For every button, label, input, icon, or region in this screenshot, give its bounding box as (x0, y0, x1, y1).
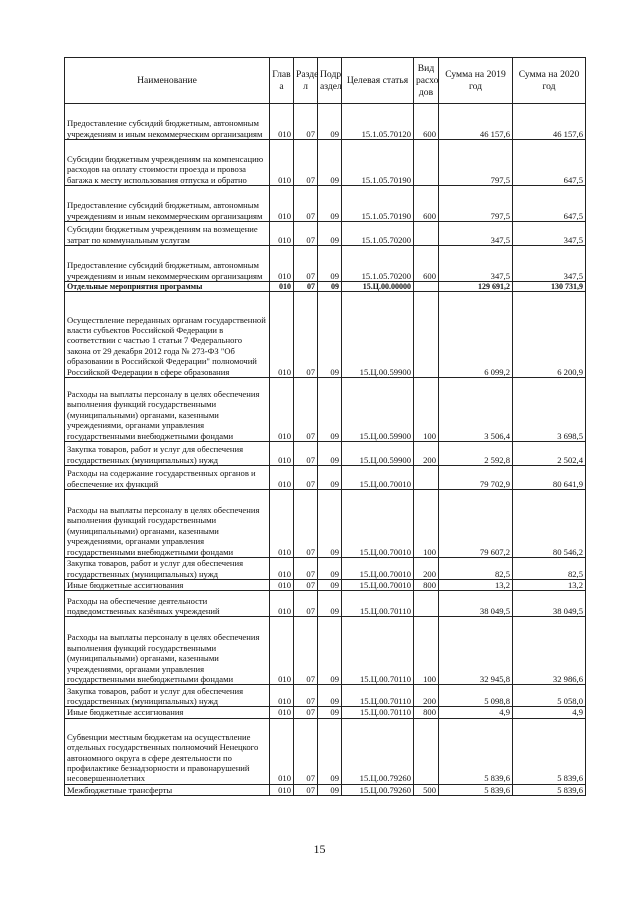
cell-vid: 800 (414, 580, 439, 591)
cell-sum2020: 13,2 (513, 580, 586, 591)
cell-vid: 100 (414, 617, 439, 685)
cell-razdel: 07 (294, 718, 318, 784)
cell-name: Предоставление субсидий бюджетным, автономным учреждениям и иным некоммерческим организациям (65, 246, 270, 282)
table-row (65, 784, 586, 795)
table-row (65, 685, 586, 707)
cell-target: 15.1.05.70200 (342, 246, 414, 282)
cell-target: 15.Ц.00.70110 (342, 707, 414, 718)
cell-glava: 010 (270, 580, 294, 591)
cell-target: 15.Ц.00.59900 (342, 292, 414, 378)
cell-podrazdel: 09 (318, 490, 342, 558)
cell-name: Закупка товаров, работ и услуг для обеспечения государственных (муниципальных) нужд (65, 685, 270, 707)
table-row (65, 558, 586, 580)
cell-name: Субвенции местным бюджетам на осуществление отдельных государственных полномочий Ненецкого автономного округа в сфере деятельности по профилактике безнадзорности и правонарушений несовершеннолетних (65, 718, 270, 784)
cell-podrazdel: 09 (318, 222, 342, 246)
cell-name: Субсидии бюджетным учреждениям на компенсацию расходов на оплату стоимости проезда и провоза багажа к месту использования отпуска и обратно (65, 140, 270, 186)
cell-podrazdel: 09 (318, 707, 342, 718)
cell-target: 15.Ц.00.70110 (342, 617, 414, 685)
cell-glava: 010 (270, 186, 294, 222)
cell-name: Предоставление субсидий бюджетным, автономным учреждениям и иным некоммерческим организациям (65, 104, 270, 140)
cell-target: 15.Ц.00.70110 (342, 591, 414, 617)
cell-razdel: 07 (294, 784, 318, 795)
table-body (65, 104, 586, 796)
cell-target: 15.Ц.00.70010 (342, 466, 414, 490)
header-sum2020: Сумма на 2020 год (513, 58, 586, 104)
cell-sum2019: 3 506,4 (439, 378, 513, 442)
cell-vid: 600 (414, 186, 439, 222)
cell-glava: 010 (270, 140, 294, 186)
cell-name: Субсидии бюджетным учреждениям на возмещение затрат по коммунальным услугам (65, 222, 270, 246)
cell-podrazdel: 09 (318, 292, 342, 378)
table-row (65, 490, 586, 558)
cell-sum2019: 797,5 (439, 186, 513, 222)
cell-razdel: 07 (294, 466, 318, 490)
cell-sum2019: 347,5 (439, 246, 513, 282)
cell-podrazdel: 09 (318, 246, 342, 282)
cell-podrazdel: 09 (318, 617, 342, 685)
cell-sum2019: 79 607,2 (439, 490, 513, 558)
cell-sum2019: 2 592,8 (439, 442, 513, 466)
cell-razdel: 07 (294, 378, 318, 442)
cell-vid: 600 (414, 104, 439, 140)
cell-target: 15.Ц.00.79260 (342, 718, 414, 784)
cell-vid (414, 718, 439, 784)
cell-glava: 010 (270, 378, 294, 442)
cell-podrazdel: 09 (318, 591, 342, 617)
cell-name: Иные бюджетные ассигнования (65, 580, 270, 591)
cell-name: Расходы на обеспечение деятельности подведомственных казённых учреждений (65, 591, 270, 617)
cell-razdel: 07 (294, 558, 318, 580)
table-row (65, 580, 586, 591)
cell-sum2019: 32 945,8 (439, 617, 513, 685)
cell-glava: 010 (270, 784, 294, 795)
cell-razdel: 07 (294, 617, 318, 685)
cell-target: 15.1.05.70120 (342, 104, 414, 140)
cell-podrazdel: 09 (318, 186, 342, 222)
cell-vid: 100 (414, 378, 439, 442)
cell-sum2020: 5 058,0 (513, 685, 586, 707)
cell-vid (414, 282, 439, 292)
cell-name: Осуществление переданных органам государственной власти субъектов Российской Федерации в соответствии с частью 1 статьи 7 Федерального закона от 29 декабря 2012 года № 273-ФЗ "Об образовании в Российской Федерации" полномочий Российской Федерации в сфере образования (65, 292, 270, 378)
cell-sum2020: 4,9 (513, 707, 586, 718)
table-row (65, 378, 586, 442)
cell-podrazdel: 09 (318, 784, 342, 795)
cell-glava: 010 (270, 442, 294, 466)
cell-razdel: 07 (294, 685, 318, 707)
cell-sum2019: 13,2 (439, 580, 513, 591)
cell-razdel: 07 (294, 707, 318, 718)
cell-sum2019: 4,9 (439, 707, 513, 718)
cell-podrazdel: 09 (318, 718, 342, 784)
header-name: Наименование (65, 58, 270, 104)
cell-name: Расходы на выплаты персоналу в целях обеспечения выполнения функций государственными (муниципальными) органами, казенными учреждениями, органами управления государственными внебюджетными фондами (65, 490, 270, 558)
cell-podrazdel: 09 (318, 685, 342, 707)
table-row (65, 246, 586, 282)
cell-name: Отдельные мероприятия программы (65, 282, 270, 292)
cell-vid: 100 (414, 490, 439, 558)
cell-sum2020: 347,5 (513, 222, 586, 246)
table-row (65, 718, 586, 784)
cell-podrazdel: 09 (318, 140, 342, 186)
cell-vid (414, 466, 439, 490)
cell-target: 15.Ц.00.70010 (342, 558, 414, 580)
cell-glava: 010 (270, 246, 294, 282)
header-podrazdel: Подр аздел (318, 58, 342, 104)
cell-sum2019: 347,5 (439, 222, 513, 246)
cell-vid (414, 222, 439, 246)
header-target: Целевая статья (342, 58, 414, 104)
cell-sum2019: 38 049,5 (439, 591, 513, 617)
table-row (65, 222, 586, 246)
cell-razdel: 07 (294, 186, 318, 222)
cell-sum2019: 46 157,6 (439, 104, 513, 140)
cell-sum2020: 80 546,2 (513, 490, 586, 558)
page-number: 15 (313, 842, 326, 856)
cell-target: 15.Ц.00.59900 (342, 442, 414, 466)
cell-podrazdel: 09 (318, 580, 342, 591)
table-row (65, 292, 586, 378)
cell-sum2020: 647,5 (513, 140, 586, 186)
cell-razdel: 07 (294, 442, 318, 466)
cell-podrazdel: 09 (318, 378, 342, 442)
cell-glava: 010 (270, 685, 294, 707)
cell-razdel: 07 (294, 282, 318, 292)
cell-sum2020: 46 157,6 (513, 104, 586, 140)
cell-podrazdel: 09 (318, 466, 342, 490)
cell-razdel: 07 (294, 246, 318, 282)
cell-razdel: 07 (294, 104, 318, 140)
table-row (65, 591, 586, 617)
cell-target: 15.Ц.00.79260 (342, 784, 414, 795)
cell-glava: 010 (270, 104, 294, 140)
cell-vid: 200 (414, 685, 439, 707)
cell-vid: 500 (414, 784, 439, 795)
table-header-row (65, 58, 586, 104)
cell-name: Расходы на выплаты персоналу в целях обеспечения выполнения функций государственными (муниципальными) органами, казенными учреждениями, органами управления государственными внебюджетными фондами (65, 617, 270, 685)
cell-target: 15.1.05.70200 (342, 222, 414, 246)
cell-sum2020: 3 698,5 (513, 378, 586, 442)
cell-podrazdel: 09 (318, 442, 342, 466)
cell-razdel: 07 (294, 580, 318, 591)
cell-razdel: 07 (294, 490, 318, 558)
cell-podrazdel: 09 (318, 558, 342, 580)
cell-glava: 010 (270, 718, 294, 784)
cell-razdel: 07 (294, 222, 318, 246)
cell-razdel: 07 (294, 140, 318, 186)
header-glava: Глав а (270, 58, 294, 104)
cell-target: 15.Ц.00.70110 (342, 685, 414, 707)
cell-sum2019: 129 691,2 (439, 282, 513, 292)
cell-sum2019: 797,5 (439, 140, 513, 186)
cell-name: Закупка товаров, работ и услуг для обеспечения государственных (муниципальных) нужд (65, 558, 270, 580)
cell-name: Закупка товаров, работ и услуг для обеспечения государственных (муниципальных) нужд (65, 442, 270, 466)
table-row (65, 186, 586, 222)
cell-sum2019: 82,5 (439, 558, 513, 580)
cell-vid (414, 292, 439, 378)
cell-sum2019: 5 839,6 (439, 784, 513, 795)
cell-glava: 010 (270, 282, 294, 292)
cell-podrazdel: 09 (318, 104, 342, 140)
cell-razdel: 07 (294, 591, 318, 617)
cell-target: 15.1.05.70190 (342, 186, 414, 222)
cell-glava: 010 (270, 617, 294, 685)
table-row (65, 282, 586, 292)
cell-sum2019: 5 839,6 (439, 718, 513, 784)
cell-sum2020: 82,5 (513, 558, 586, 580)
cell-vid (414, 140, 439, 186)
cell-podrazdel: 09 (318, 282, 342, 292)
cell-sum2020: 647,5 (513, 186, 586, 222)
table-row (65, 707, 586, 718)
header-vid: Вид расхо дов (414, 58, 439, 104)
cell-sum2020: 130 731,9 (513, 282, 586, 292)
table-row (65, 442, 586, 466)
cell-target: 15.1.05.70190 (342, 140, 414, 186)
cell-razdel: 07 (294, 292, 318, 378)
table-row (65, 140, 586, 186)
cell-glava: 010 (270, 558, 294, 580)
cell-target: 15.Ц.00.70010 (342, 580, 414, 591)
table-row (65, 617, 586, 685)
cell-sum2020: 2 502,4 (513, 442, 586, 466)
cell-name: Иные бюджетные ассигнования (65, 707, 270, 718)
table-row (65, 466, 586, 490)
cell-name: Межбюджетные трансферты (65, 784, 270, 795)
header-sum2019: Сумма на 2019 год (439, 58, 513, 104)
cell-sum2020: 5 839,6 (513, 718, 586, 784)
cell-target: 15.Ц.00.59900 (342, 378, 414, 442)
table-row (65, 104, 586, 140)
cell-glava: 010 (270, 292, 294, 378)
header-razdel: Разде л (294, 58, 318, 104)
cell-sum2020: 38 049,5 (513, 591, 586, 617)
cell-glava: 010 (270, 490, 294, 558)
cell-vid: 600 (414, 246, 439, 282)
cell-sum2020: 80 641,9 (513, 466, 586, 490)
cell-sum2020: 32 986,6 (513, 617, 586, 685)
cell-name: Предоставление субсидий бюджетным, автономным учреждениям и иным некоммерческим организациям (65, 186, 270, 222)
cell-vid: 200 (414, 442, 439, 466)
cell-target: 15.Ц.00.00000 (342, 282, 414, 292)
cell-sum2020: 6 200,9 (513, 292, 586, 378)
cell-sum2020: 347,5 (513, 246, 586, 282)
cell-glava: 010 (270, 707, 294, 718)
cell-glava: 010 (270, 591, 294, 617)
cell-name: Расходы на выплаты персоналу в целях обеспечения выполнения функций государственными (муниципальными) органами, казенными учреждениями, органами управления государственными внебюджетными фондами (65, 378, 270, 442)
cell-vid: 200 (414, 558, 439, 580)
cell-glava: 010 (270, 222, 294, 246)
cell-sum2019: 79 702,9 (439, 466, 513, 490)
cell-vid: 800 (414, 707, 439, 718)
cell-sum2020: 5 839,6 (513, 784, 586, 795)
cell-sum2019: 5 098,8 (439, 685, 513, 707)
cell-glava: 010 (270, 466, 294, 490)
budget-table (64, 57, 586, 796)
cell-vid (414, 591, 439, 617)
cell-target: 15.Ц.00.70010 (342, 490, 414, 558)
cell-name: Расходы на содержание государственных органов и обеспечение их функций (65, 466, 270, 490)
cell-sum2019: 6 099,2 (439, 292, 513, 378)
